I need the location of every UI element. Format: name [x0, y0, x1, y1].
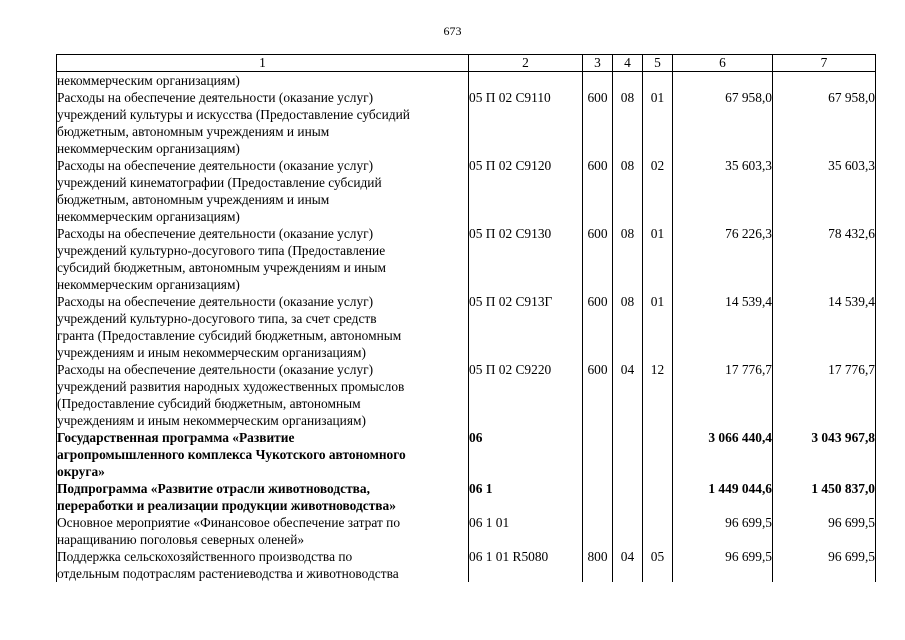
row-column-4 — [613, 514, 643, 548]
description-line: учреждениям и иным некоммерческим организациям) — [57, 345, 366, 360]
row-description — [57, 548, 469, 582]
row-amount-6: 96 699,5 — [673, 514, 773, 548]
row-code: 06 1 01 R5080 — [469, 548, 583, 582]
row-column-5: 01 — [643, 293, 673, 361]
description-line: Расходы на обеспечение деятельности (оказание услуг) — [57, 90, 374, 105]
column-header-4: 4 — [613, 55, 643, 72]
description-line: учреждениям и иным некоммерческим организациям) — [57, 413, 366, 428]
row-code: 05 П 02 С9110 — [469, 89, 583, 157]
table-row — [57, 429, 876, 480]
description-line: (Предоставление субсидий бюджетным, автономным — [57, 396, 361, 411]
row-column-4 — [613, 429, 643, 480]
row-column-3 — [583, 72, 613, 90]
row-description — [57, 361, 469, 429]
row-column-3: 600 — [583, 157, 613, 225]
description-line: Государственная программа «Развитие — [57, 430, 295, 445]
row-column-3: 600 — [583, 361, 613, 429]
row-code: 05 П 02 С9220 — [469, 361, 583, 429]
row-amount-7: 14 539,4 — [773, 293, 876, 361]
description-line: Расходы на обеспечение деятельности (оказание услуг) — [57, 362, 374, 377]
column-header-5: 5 — [643, 55, 673, 72]
description-line: бюджетным, автономным учреждениям и иным — [57, 124, 330, 139]
column-header-6: 6 — [673, 55, 773, 72]
description-line: субсидий бюджетным, автономным учреждениям и иным — [57, 260, 386, 275]
description-line: некоммерческим организациям) — [57, 73, 240, 88]
description-line: наращиванию поголовья северных оленей» — [57, 532, 305, 547]
row-column-4: 04 — [613, 548, 643, 582]
description-line: учреждений культуры и искусства (Предоставление субсидий — [57, 107, 410, 122]
row-column-5: 01 — [643, 225, 673, 293]
row-column-3 — [583, 429, 613, 480]
row-column-4 — [613, 72, 643, 90]
row-column-4: 08 — [613, 89, 643, 157]
description-line: округа» — [57, 464, 105, 479]
row-column-5 — [643, 514, 673, 548]
row-code: 05 П 02 С9130 — [469, 225, 583, 293]
row-code: 05 П 02 С913Г — [469, 293, 583, 361]
row-column-4: 08 — [613, 225, 643, 293]
row-column-3 — [583, 480, 613, 514]
row-description — [57, 293, 469, 361]
row-column-5: 12 — [643, 361, 673, 429]
description-line: учреждений кинематографии (Предоставление субсидий — [57, 175, 382, 190]
description-line: Расходы на обеспечение деятельности (оказание услуг) — [57, 226, 374, 241]
description-line: Поддержка сельскохозяйственного производства по — [57, 549, 353, 564]
row-amount-7 — [773, 72, 876, 90]
row-amount-7: 67 958,0 — [773, 89, 876, 157]
table-body — [57, 72, 876, 583]
row-code: 06 1 — [469, 480, 583, 514]
row-amount-6: 76 226,3 — [673, 225, 773, 293]
table-row — [57, 225, 876, 293]
row-amount-7: 96 699,5 — [773, 548, 876, 582]
row-description — [57, 429, 469, 480]
description-line: некоммерческим организациям) — [57, 141, 240, 156]
row-amount-6: 3 066 440,4 — [673, 429, 773, 480]
row-code: 06 1 01 — [469, 514, 583, 548]
description-line: Расходы на обеспечение деятельности (оказание услуг) — [57, 158, 374, 173]
row-description — [57, 89, 469, 157]
description-line: некоммерческим организациям) — [57, 209, 240, 224]
column-header-1: 1 — [57, 55, 469, 72]
row-amount-7: 1 450 837,0 — [773, 480, 876, 514]
row-column-5 — [643, 429, 673, 480]
row-amount-7: 17 776,7 — [773, 361, 876, 429]
description-line: учреждений культурно-досугового типа, за счет средств — [57, 311, 377, 326]
row-amount-7: 3 043 967,8 — [773, 429, 876, 480]
row-amount-6: 35 603,3 — [673, 157, 773, 225]
description-line: учреждений культурно-досугового типа (Предоставление — [57, 243, 386, 258]
row-code: 05 П 02 С9120 — [469, 157, 583, 225]
row-description — [57, 225, 469, 293]
row-amount-6: 67 958,0 — [673, 89, 773, 157]
row-column-4 — [613, 480, 643, 514]
column-header-3: 3 — [583, 55, 613, 72]
table-row — [57, 548, 876, 582]
table-row — [57, 361, 876, 429]
row-column-5 — [643, 480, 673, 514]
table-header-row — [57, 55, 876, 72]
row-description — [57, 514, 469, 548]
column-header-7: 7 — [773, 55, 876, 72]
row-amount-6 — [673, 72, 773, 90]
description-line: Подпрограмма «Развитие отрасли животноводства, — [57, 481, 370, 496]
description-line: Расходы на обеспечение деятельности (оказание услуг) — [57, 294, 374, 309]
budget-table — [56, 54, 876, 582]
row-column-4: 08 — [613, 293, 643, 361]
row-amount-7: 78 432,6 — [773, 225, 876, 293]
row-code — [469, 72, 583, 90]
row-column-3: 600 — [583, 89, 613, 157]
table-row — [57, 72, 876, 90]
table-row — [57, 514, 876, 548]
description-line: агропромышленного комплекса Чукотского автономного — [57, 447, 406, 462]
row-amount-6: 17 776,7 — [673, 361, 773, 429]
page-number: 673 — [443, 24, 462, 38]
description-line: учреждений развития народных художественных промыслов — [57, 379, 405, 394]
table-row — [57, 157, 876, 225]
column-header-2: 2 — [469, 55, 583, 72]
row-column-5 — [643, 72, 673, 90]
row-column-4: 08 — [613, 157, 643, 225]
row-amount-6: 14 539,4 — [673, 293, 773, 361]
row-column-3: 600 — [583, 225, 613, 293]
table-row — [57, 293, 876, 361]
row-description — [57, 157, 469, 225]
row-column-3: 600 — [583, 293, 613, 361]
row-amount-6: 1 449 044,6 — [673, 480, 773, 514]
description-line: бюджетным, автономным учреждениям и иным — [57, 192, 330, 207]
table-row — [57, 480, 876, 514]
row-column-3 — [583, 514, 613, 548]
row-amount-6: 96 699,5 — [673, 548, 773, 582]
description-line: гранта (Предоставление субсидий бюджетным, автономным — [57, 328, 402, 343]
row-column-4: 04 — [613, 361, 643, 429]
description-line: Основное мероприятие «Финансовое обеспечение затрат по — [57, 515, 401, 530]
row-column-5: 05 — [643, 548, 673, 582]
row-column-5: 01 — [643, 89, 673, 157]
row-description — [57, 480, 469, 514]
row-amount-7: 96 699,5 — [773, 514, 876, 548]
row-code: 06 — [469, 429, 583, 480]
description-line: отдельным подотраслям растениеводства и животноводства — [57, 566, 399, 581]
row-column-5: 02 — [643, 157, 673, 225]
row-amount-7: 35 603,3 — [773, 157, 876, 225]
description-line: некоммерческим организациям) — [57, 277, 240, 292]
description-line: переработки и реализации продукции животноводства» — [57, 498, 396, 513]
table-row — [57, 89, 876, 157]
row-column-3: 800 — [583, 548, 613, 582]
row-description — [57, 72, 469, 90]
